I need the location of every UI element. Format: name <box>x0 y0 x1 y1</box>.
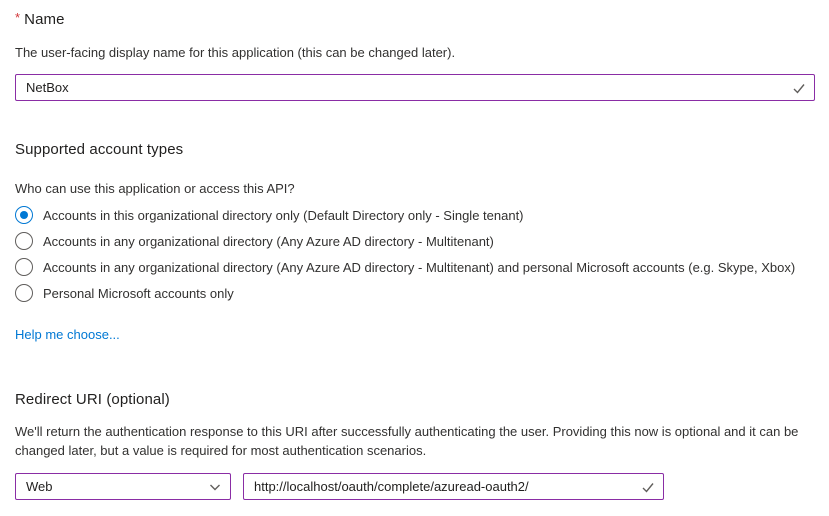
radio-label: Accounts in any organizational directory (Any Azure AD directory - Multitenant) and personal Microsoft accounts (e.g. Skype, Xbox) <box>43 259 796 275</box>
account-types-heading: Supported account types <box>15 141 184 158</box>
name-input-value: NetBox <box>26 80 69 95</box>
redirect-uri-value: http://localhost/oauth/complete/azuread-oauth2/ <box>254 479 529 494</box>
help-me-choose-link[interactable]: Help me choose... <box>15 327 120 342</box>
radio-single-tenant[interactable] <box>15 206 524 224</box>
platform-select[interactable] <box>15 473 231 500</box>
radio-button-icon <box>15 284 33 302</box>
radio-button-icon <box>15 258 33 276</box>
radio-button-icon <box>15 206 33 224</box>
radio-personal-only[interactable] <box>15 284 234 302</box>
radio-label: Personal Microsoft accounts only <box>43 285 234 301</box>
checkmark-icon <box>792 81 806 95</box>
chevron-down-icon <box>208 480 222 494</box>
radio-multitenant[interactable] <box>15 232 494 250</box>
redirect-uri-heading: Redirect URI (optional) <box>15 391 170 408</box>
radio-label: Accounts in this organizational directory only (Default Directory only - Single tenant) <box>43 207 524 223</box>
name-input[interactable] <box>15 74 815 101</box>
radio-button-icon <box>15 232 33 250</box>
name-description: The user-facing display name for this application (this can be changed later). <box>15 45 456 60</box>
redirect-uri-input[interactable] <box>243 473 664 500</box>
account-types-question: Who can use this application or access this API? <box>15 181 295 196</box>
name-section-heading <box>15 10 65 28</box>
platform-select-value: Web <box>26 479 53 494</box>
name-label: Name <box>24 11 65 28</box>
redirect-uri-description: We'll return the authentication response to this URI after successfully authenticating the user. Providing this now is optional and it can be changed later, but a value is required for most authentication scenarios. <box>15 424 799 458</box>
radio-multitenant-personal[interactable] <box>15 258 795 276</box>
radio-label: Accounts in any organizational directory (Any Azure AD directory - Multitenant) <box>43 233 494 249</box>
required-asterisk: * <box>15 10 21 25</box>
checkmark-icon <box>641 480 655 494</box>
